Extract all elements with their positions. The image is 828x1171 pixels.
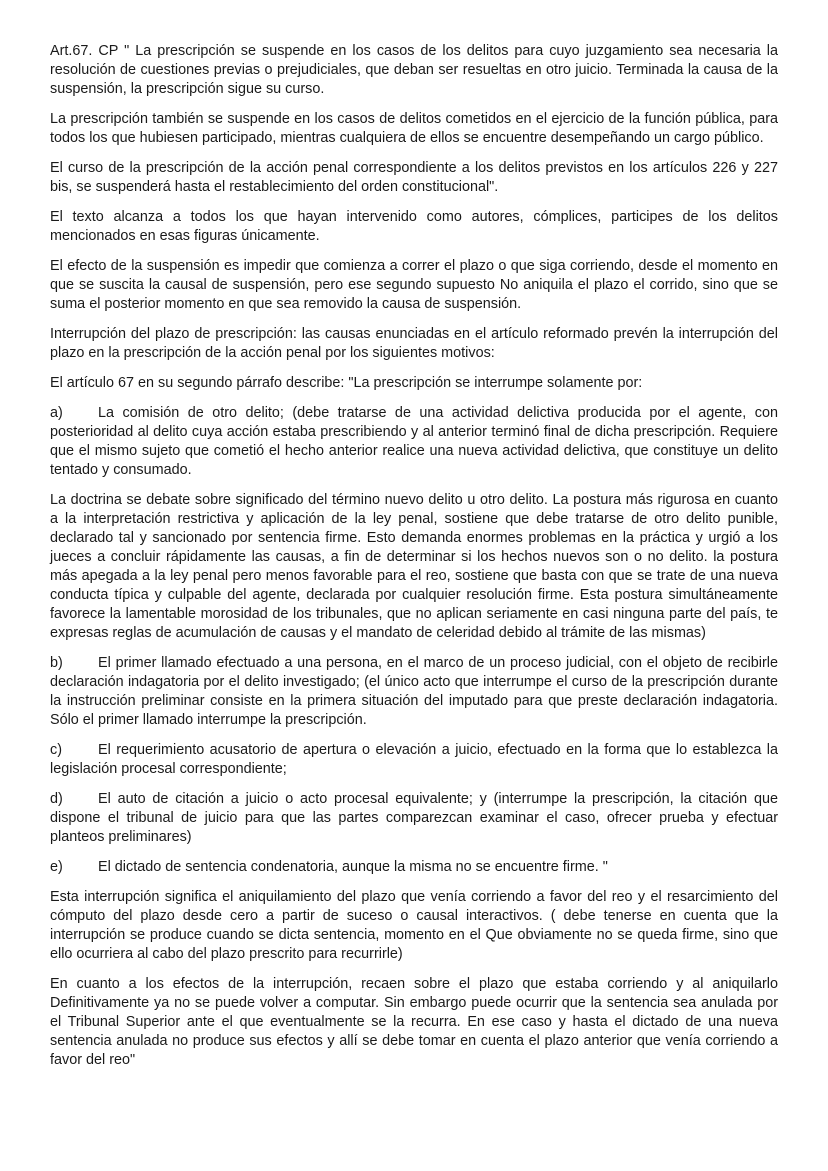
list-item-a bbox=[50, 404, 778, 480]
list-item-e bbox=[50, 858, 778, 877]
paragraph-efectos-interrupcion: En cuanto a los efectos de la interrupción, recaen sobre el plazo que estaba corriendo y al aniquilarlo Definitivamente ya no se puede volver a computar. Sin embargo puede ocurrir que la sentencia sea anulada por el Tribunal Superior ante el que eventualmente se la recurra. En ese caso y hasta el dictado de una nueva sentencia anulada no produce sus efectos y allí se debe tomar en cuenta el plazo anterior que venía corriendo a favor del reo" bbox=[50, 976, 778, 1068]
paragraph-art67: Art.67. CP " La prescripción se suspende en los casos de los delitos para cuyo juzgamiento sea necesaria la resolución de cuestiones previas o prejudiciales, que deban ser resueltas en otro juicio. Terminada la causa de la suspensión, la prescripción sigue su curso. bbox=[50, 43, 778, 97]
list-item-text: El dictado de sentencia condenatoria, aunque la misma no se encuentre firme. " bbox=[98, 859, 608, 875]
list-marker: e) bbox=[50, 859, 63, 875]
list-item-d bbox=[50, 790, 778, 847]
list-item-c bbox=[50, 741, 778, 779]
paragraph-funcion-publica: La prescripción también se suspende en los casos de delitos cometidos en el ejercicio de la función pública, para todos los que hubiesen participado, mientras cualquiera de ellos se encuentre desempeñando un cargo público. bbox=[50, 111, 778, 146]
paragraph-aniquilamiento: Esta interrupción significa el aniquilamiento del plazo que venía corriendo a favor del reo y el resarcimiento del cómputo del plazo desde cero a partir de suceso o causal interactivos. ( debe tenerse en cuenta que la interrupción se produce cuando se dicta sentencia, momento en el Que obviamente no se queda firme, sino que ello ocurriera al cabo del plazo prescrito para recurrirle) bbox=[50, 889, 778, 962]
paragraph-doctrina: La doctrina se debate sobre significado del término nuevo delito u otro delito. La postura más rigurosa en cuanto a la interpretación restrictiva y aplicación de la ley penal, sostiene que debe tratarse de otro delito punible, declarado tal y sancionado por sentencia firme. Esto demanda enormes problemas en la práctica y urgió a los jueces a concluir rápidamente las causas, a fin de determinar si los hechos nuevos son o no delito. la postura más apegada a la ley penal pero menos favorable para el reo, sostiene que basta con que se trate de una nueva conducta típica y culpable del agente, declarada por cualquier resolución firme. Esta postura simultáneamente favorece la lamentable morosidad de los tribunales, que no aplican seriamente en casi ninguna parte del país, te expresas reglas de acumulación de causas y el mandato de celeridad debido al trámite de las mismas) bbox=[50, 492, 778, 641]
list-marker: c) bbox=[50, 742, 62, 758]
paragraph-alcance: El texto alcanza a todos los que hayan intervenido como autores, cómplices, participes de los delitos mencionados en esas figuras únicamente. bbox=[50, 209, 778, 244]
list-item-text: La comisión de otro delito; (debe tratarse de una actividad delictiva producida por el agente, con posterioridad al delito cuya acción estaba prescribiendo y al anterior terminó final de dicha prescripción. Requiere que el mismo sujeto que cometió el hecho anterior realice una nueva actividad delictiva, que constituye un delito tentado y consumado. bbox=[50, 405, 778, 478]
list-marker: b) bbox=[50, 655, 63, 671]
paragraph-curso-prescripcion: El curso de la prescripción de la acción penal correspondiente a los delitos previstos en los artículos 226 y 227 bis, se suspenderá hasta el restablecimiento del orden constitucional". bbox=[50, 160, 778, 195]
document-page bbox=[50, 42, 778, 1081]
list-item-b bbox=[50, 654, 778, 730]
paragraph-interrupcion-plazo: Interrupción del plazo de prescripción: las causas enunciadas en el artículo reformado prevén la interrupción del plazo en la prescripción de la acción penal por los siguientes motivos: bbox=[50, 326, 778, 361]
list-item-text: El requerimiento acusatorio de apertura o elevación a juicio, efectuado en la forma que lo establezca la legislación procesal correspondiente; bbox=[50, 742, 778, 777]
paragraph-efecto-suspension: El efecto de la suspensión es impedir que comienza a correr el plazo o que siga corriendo, desde el momento en que se suscita la causal de suspensión, pero ese segundo supuesto No aniquila el plazo el corrido, sino que se suma el posterior momento en que sea removido la causa de suspensión. bbox=[50, 258, 778, 312]
list-marker: d) bbox=[50, 791, 63, 807]
list-marker: a) bbox=[50, 405, 63, 421]
paragraph-articulo-67: El artículo 67 en su segundo párrafo describe: "La prescripción se interrumpe solamente por: bbox=[50, 375, 643, 391]
list-item-text: El auto de citación a juicio o acto procesal equivalente; y (interrumpe la prescripción, la citación que dispone el tribunal de juicio para que las partes comparezcan examinar el caso, ofrecer prueba y efectuar planteos preliminares) bbox=[50, 791, 778, 845]
list-item-text: El primer llamado efectuado a una persona, en el marco de un proceso judicial, con el objeto de recibirle declaración indagatoria por el delito investigado; (el único acto que interrumpe el curso de la prescripción durante la instrucción preliminar consiste en la primera situación del imputado para que preste declaración indagatoria. Sólo el primer llamado interrumpe la prescripción. bbox=[50, 655, 778, 728]
